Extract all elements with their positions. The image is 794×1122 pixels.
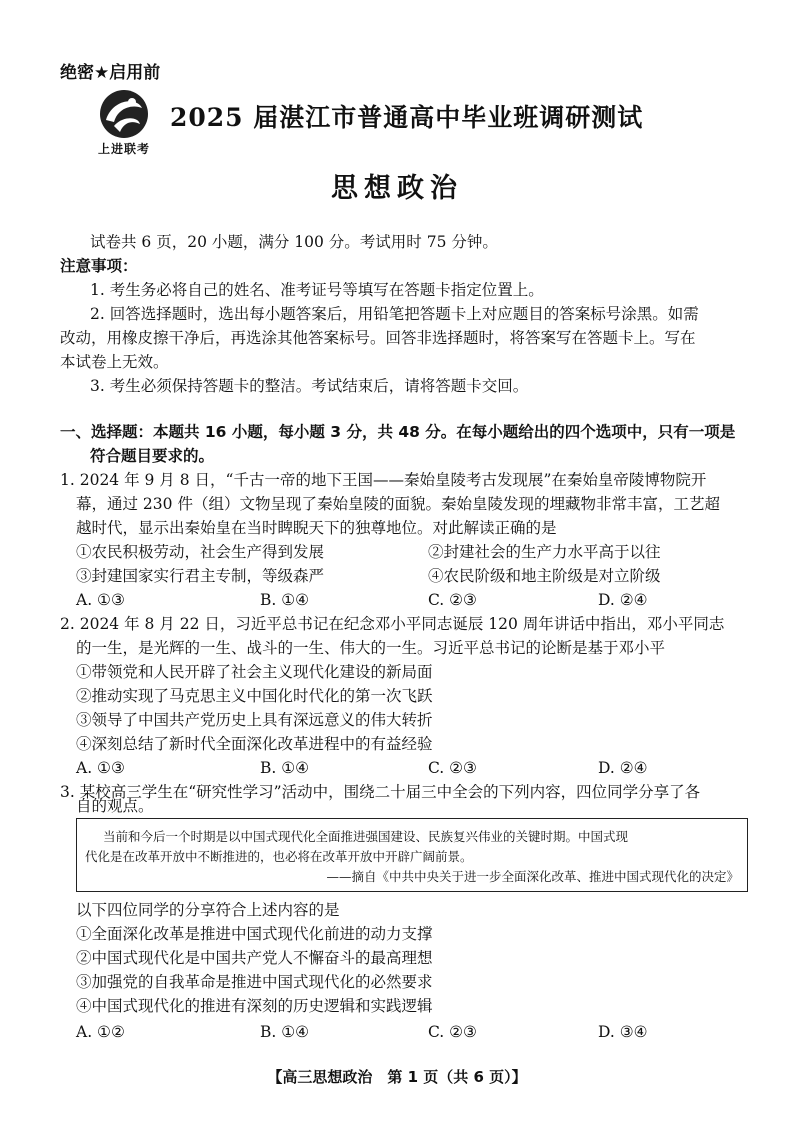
q1-statement-3: ③封建国家实行君主专制，等级森严 [76,567,325,585]
q2-option-c: C. ②③ [428,759,477,777]
q1-option-c: C. ②③ [428,591,477,609]
q3-option-d: D. ③④ [598,1023,648,1041]
q1-option-a: A. ①③ [76,591,125,609]
q3-option-b: B. ①④ [260,1023,310,1041]
section-heading-line-1: 一、选择题：本题共 16 小题，每小题 3 分，共 48 分。在每小题给出的四个选项中，只有一项是 [60,423,736,441]
q1-stem-line-1: 1. 2024 年 9 月 8 日，“千古一帝的地下王国——秦始皇陵考古发现展”在秦始皇帝陵博物院开 [60,471,707,489]
q1-option-b: B. ①④ [260,591,310,609]
section-heading-line-2: 符合题目要求的。 [90,447,215,465]
logo-emblem-icon [92,86,156,142]
q1-stem-line-3: 越时代，显示出秦始皇在当时睥睨天下的独尊地位。对此解读正确的是 [76,519,557,537]
q1-stem-line-2: 幕，通过 230 件（组）文物呈现了秦始皇陵的面貌。秦始皇陵发现的埋藏物非常丰富，工艺超 [76,495,720,513]
q2-option-d: D. ②④ [598,759,648,777]
notice-item-2-line-1: 2. 回答选择题时，选出每小题答案后，用铅笔把答题卡上对应题目的答案标号涂黑。如需 [90,305,699,323]
notice-item-1: 1. 考生务必将自己的姓名、准考证号等填写在答题卡指定位置上。 [90,281,544,299]
q3-prompt: 以下四位同学的分享符合上述内容的是 [76,901,340,919]
logo-text: 上进联考 [97,142,150,156]
q1-statement-4: ④农民阶级和地主阶级是对立阶级 [428,567,661,585]
notice-item-2-line-2: 改动，用橡皮擦干净后，再选涂其他答案标号。回答非选择题时，将答案写在答题卡上。写在 [60,329,696,347]
confidential-label: 绝密★启用前 [60,63,161,83]
notice-item-3: 3. 考生必须保持答题卡的整洁。考试结束后，请将答题卡交回。 [90,377,529,395]
q3-option-a: A. ①② [76,1023,125,1041]
exam-title: 2025 届湛江市普通高中毕业班调研测试 [170,103,644,132]
q3-quote-source: ——摘自《中共中央关于进一步全面深化改革、推进中国式现代化的决定》 [326,869,739,884]
q3-statement-4: ④中国式现代化的推进有深刻的历史逻辑和实践逻辑 [76,997,433,1015]
subject-title: 思想政治 [331,173,463,204]
q2-option-a: A. ①③ [76,759,125,777]
q2-stem-line-1: 2. 2024 年 8 月 22 日，习近平总书记在纪念邓小平同志诞辰 120 周年讲话中指出，邓小平同志 [60,615,725,633]
q2-statement-2: ②推动实现了马克思主义中国化时代化的第一次飞跃 [76,687,433,705]
q2-option-b: B. ①④ [260,759,310,777]
notice-item-2-line-3: 本试卷上无效。 [60,353,169,371]
q2-statement-1: ①带领党和人民开辟了社会主义现代化建设的新局面 [76,663,433,681]
page-footer: 【高三思想政治 第 1 页（共 6 页）】 [267,1068,527,1086]
q3-option-c: C. ②③ [428,1023,477,1041]
q2-stem-line-2: 的一生，是光辉的一生、战斗的一生、伟大的一生。习近平总书记的论断是基于邓小平 [76,639,666,657]
q1-option-d: D. ②④ [598,591,648,609]
q1-statement-1: ①农民积极劳动，社会生产得到发展 [76,543,325,561]
q3-statement-2: ②中国式现代化是中国共产党人不懈奋斗的最高理想 [76,949,433,967]
q3-stem-line-2: 自的观点。 [76,797,154,815]
q3-quote-line-1: 当前和今后一个时期是以中国式现代化全面推进强国建设、民族复兴伟业的关键时期。中国式现 [103,829,629,844]
q3-stem-line-1: 3. 某校高三学生在“研究性学习”活动中，围绕二十届三中全会的下列内容，四位同学分享了各 [60,783,701,801]
q3-quote-line-2: 代化是在改革开放中不断推进的，也必将在改革开放中开辟广阔前景。 [85,849,473,864]
q1-statement-2: ②封建社会的生产力水平高于以往 [428,543,661,561]
q3-statement-3: ③加强党的自我革命是推进中国式现代化的必然要求 [76,973,433,991]
q3-statement-1: ①全面深化改革是推进中国式现代化前进的动力支撑 [76,925,433,943]
q2-statement-4: ④深刻总结了新时代全面深化改革进程中的有益经验 [76,735,433,753]
exam-info: 试卷共 6 页，20 小题，满分 100 分。考试用时 75 分钟。 [90,233,498,251]
notice-heading: 注意事项： [60,257,138,275]
q3-quote-box [76,818,748,892]
q2-statement-3: ③领导了中国共产党历史上具有深远意义的伟大转折 [76,711,433,729]
publisher-logo [92,86,156,160]
